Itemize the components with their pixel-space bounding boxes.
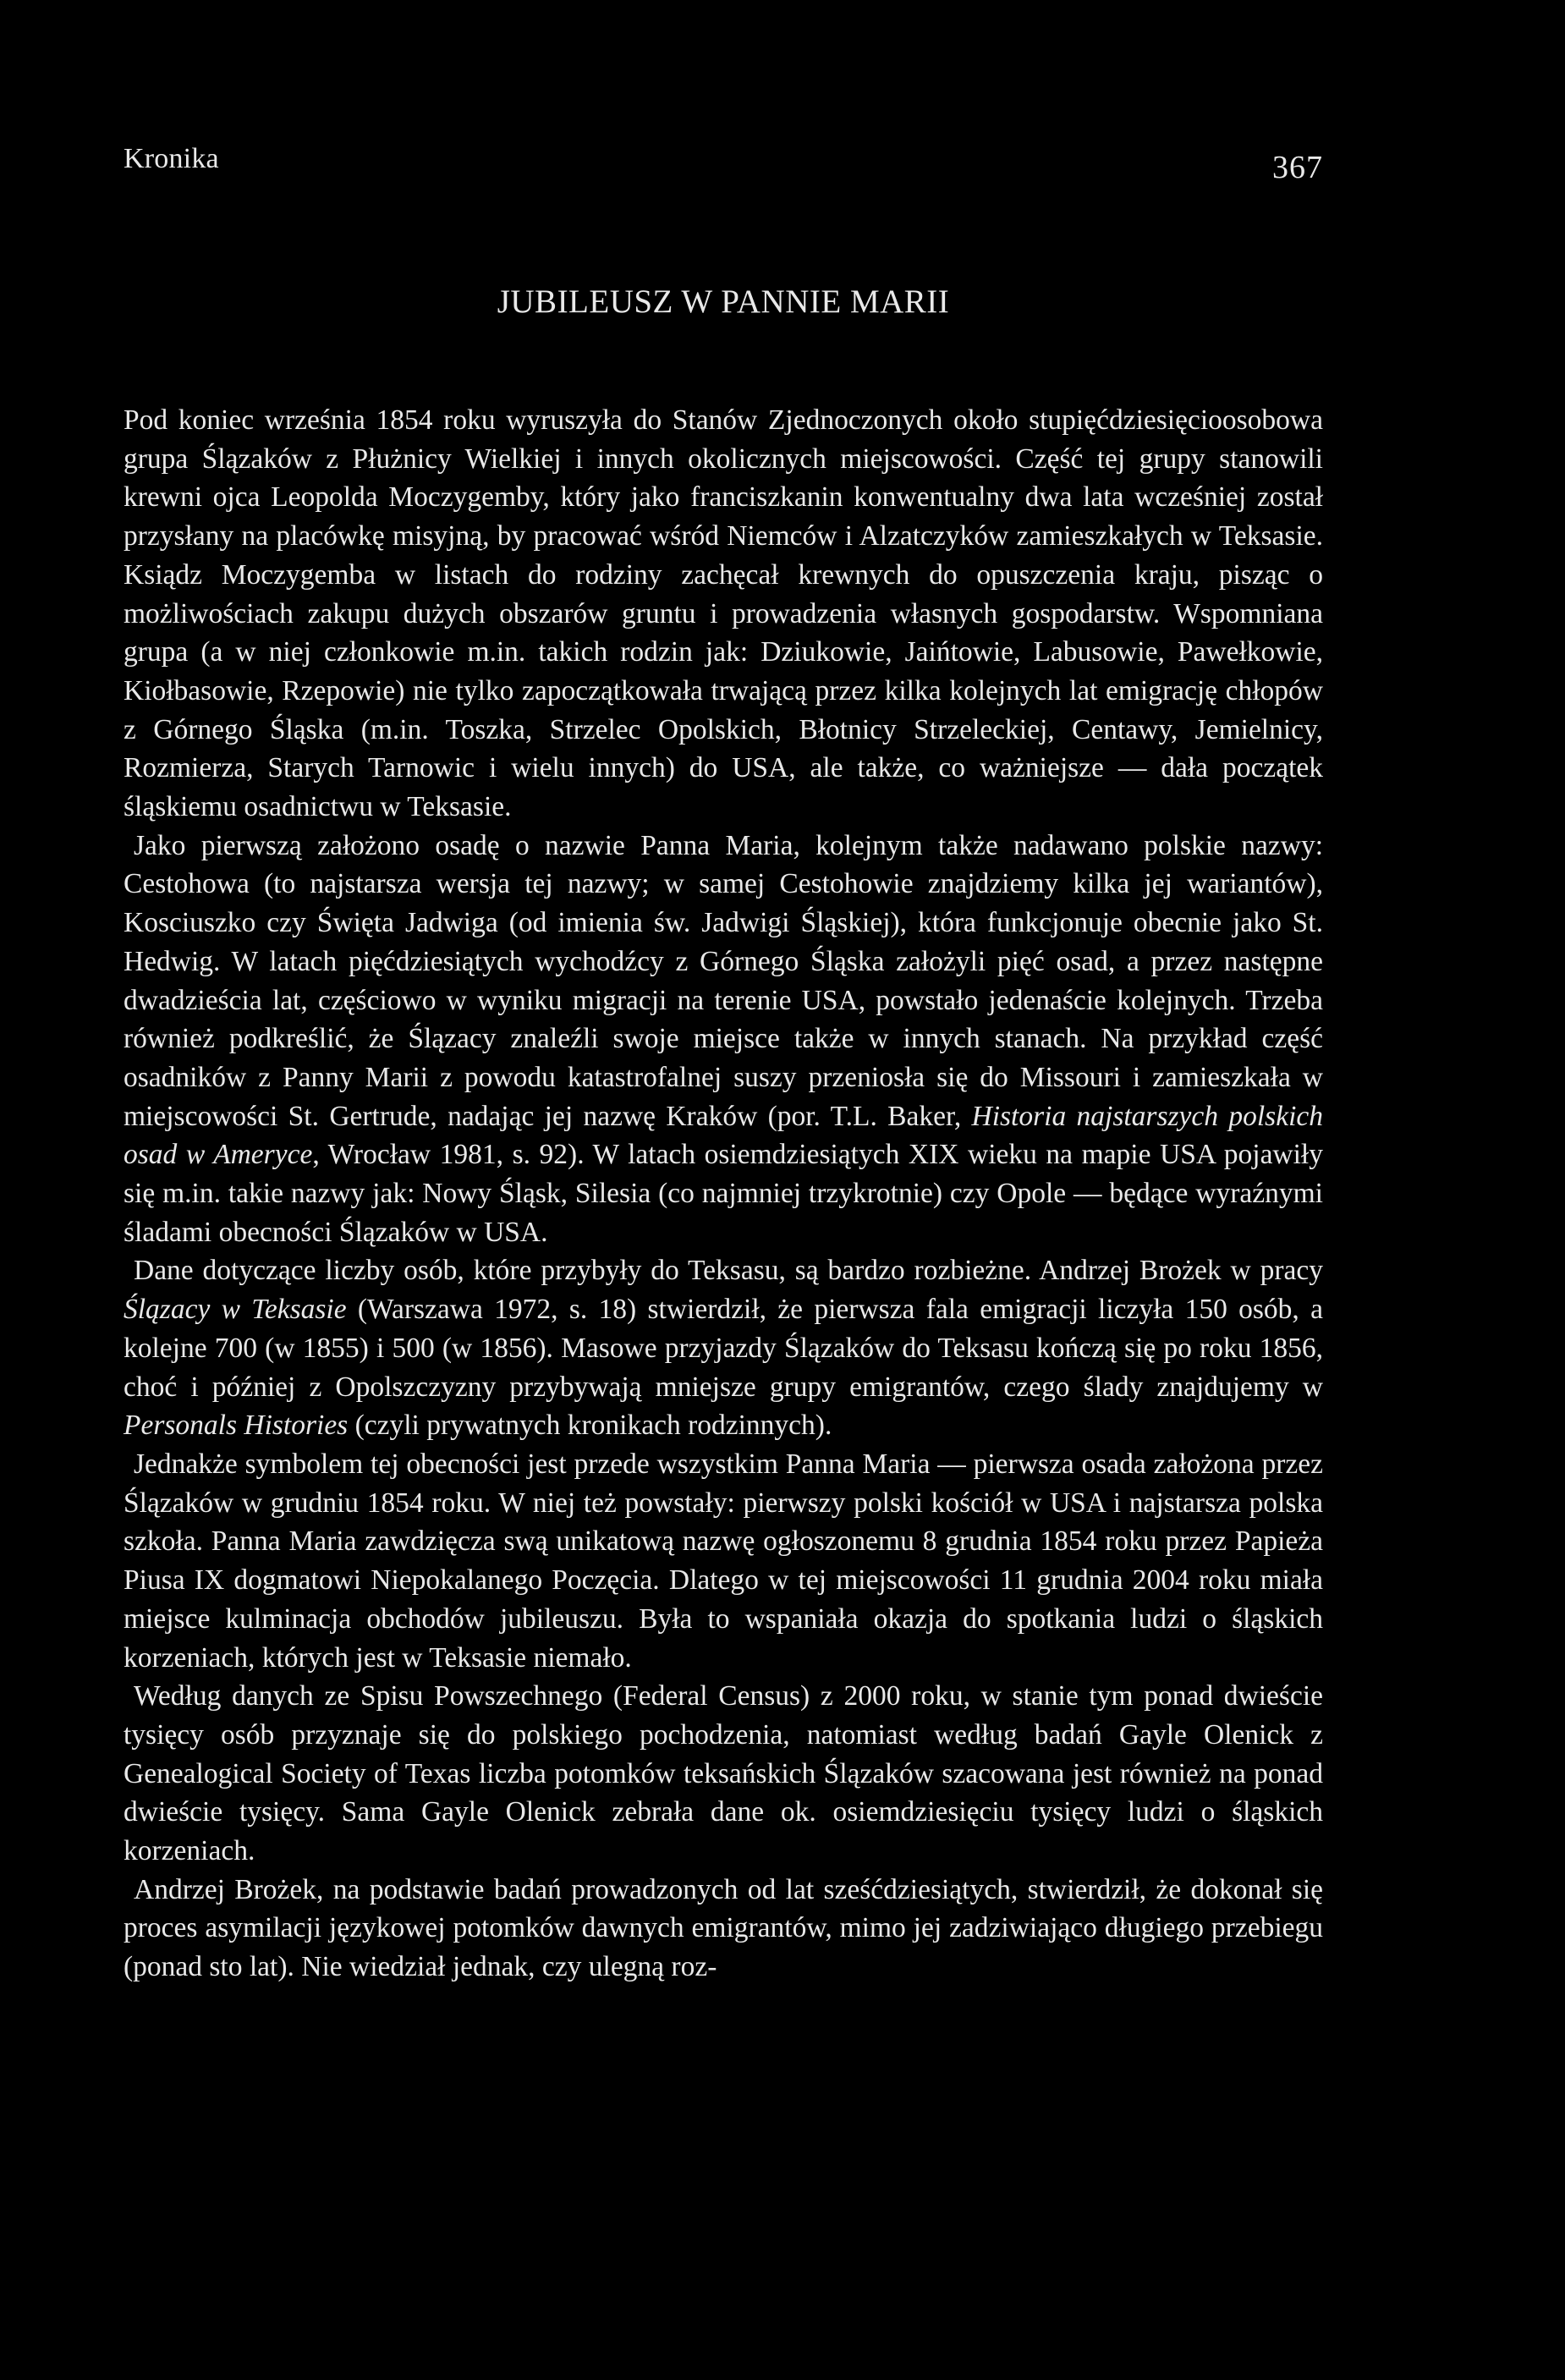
paragraph-3-text-c: (czyli prywatnych kronikach rodzinnych). bbox=[348, 1410, 832, 1442]
page-number: 367 bbox=[1272, 150, 1323, 185]
running-title: Kronika bbox=[124, 143, 219, 174]
paragraph-3 bbox=[124, 1251, 1323, 1445]
paragraph-1: Pod koniec września 1854 roku wyruszyła do Stanów Zjednoczonych około stupięćdziesięcioosobowa grupa Ślązaków z Płużnicy Wielkiej i innych okolicznych miejscowości. Część tej grupy stanowili krewni ojca Leopolda Moczygemby, który jako franciszkanin konwentualny dwa lata wcześniej został przysłany na placówkę misyjną, by pracować wśród Niemców i Alzatczyków zamieszkałych w Teksasie. Ksiądz Moczygemba w listach do rodziny zachęcał krewnych do opuszczenia kraju, pisząc o możliwościach zakupu dużych obszarów gruntu i prowadzenia własnych gospodarstw. Wspomniana grupa (a w niej członkowie m.in. takich rodzin jak: Dziukowie, Jaińtowie, Labusowie, Pawełkowie, Kiołbasowie, Rzepowie) nie tylko zapoczątkowała trwającą przez kilka kolejnych lat emigrację chłopów z Górnego Śląska (m.in. Toszka, Strzelec Opolskich, Błotnicy Strzeleckiej, Centawy, Jemielnicy, Rozmierza, Starych Tarnowic i wielu innych) do USA, ale także, co ważniejsze — dała początek śląskiemu osadnictwu w Teksasie. bbox=[124, 404, 1323, 823]
running-head bbox=[124, 142, 1323, 193]
cited-book-title: Historia najstarszych polskich osad w Ameryce bbox=[124, 1100, 1323, 1171]
paragraph-2-text-b: , Wrocław 1981, s. 92). W latach osiemdziesiątych XIX wieku na mapie USA pojawiły się m.in. takie nazwy jak: Nowy Śląsk, Silesia (co najmniej trzykrotnie) czy Opole — będące wyraźnymi śladami obecności Ślązaków w USA. bbox=[124, 1139, 1323, 1248]
paragraph-5: Według danych ze Spisu Powszechnego (Federal Census) z 2000 roku, w stanie tym ponad dwieście tysięcy osób przyznaje się do polskiego pochodzenia, natomiast według badań Gayle Olenick z Genealogical Society of Texas liczba potomków teksańskich Ślązaków szacowana jest również na ponad dwieście tysięcy. Sama Gayle Olenick zebrała dane ok. osiemdziesięciu tysięcy ludzi o śląskich korzeniach. bbox=[124, 1680, 1323, 1867]
paragraph-4: Jednakże symbolem tej obecności jest przede wszystkim Panna Maria — pierwsza osada założona przez Ślązaków w grudniu 1854 roku. W niej też powstały: pierwszy polski kościół w USA i najstarsza polska szkoła. Panna Maria zawdzięcza swą unikatową nazwę ogłoszonemu 8 grudnia 1854 roku przez Papieża Piusa IX dogmatowi Niepokalanego Poczęcia. Dlatego w tej miejscowości 11 grudnia 2004 roku miała miejsce kulminacja obchodów jubileuszu. Była to wspaniała okazja do spotkania ludzi o śląskich korzeniach, których jest w Teksasie niemało. bbox=[124, 1448, 1323, 1674]
paragraph-2 bbox=[124, 827, 1323, 1252]
paragraph-3-text-a: Dane dotyczące liczby osób, które przybyły do Teksasu, są bardzo rozbieżne. Andrzej Brożek w pracy bbox=[134, 1255, 1323, 1287]
article-title: JUBILEUSZ W PANNIE MARII bbox=[497, 283, 950, 320]
cited-source-name: Personals Histories bbox=[124, 1410, 349, 1442]
cited-work-title: Ślązacy w Teksasie bbox=[124, 1294, 347, 1326]
paragraph-2-text-a: Jako pierwszą założono osadę o nazwie Panna Maria, kolejnym także nadawano polskie nazwy: Cestohowa (to najstarsza wersja tej nazwy; w samej Cestohowie znajdziemy kilka jej wariantów), Kosciuszko czy Święta Jadwiga (od imienia św. Jadwigi Śląskiej), która funkcjonuje obecnie jako St. Hedwig. W latach pięćdziesiątych wychodźcy z Górnego Śląska założyli pięć osad, a przez następne dwadzieścia lat, częściowo w wyniku migracji na terenie USA, powstało jedenaście kolejnych. Trzeba również podkreślić, że Ślązacy znaleźli swoje miejsce także w innych stanach. Na przykład część osadników z Panny Marii z powodu katastrofalnej suszy przeniosła się do Missouri i zamieszkała w miejscowości St. Gertrude, nadając jej nazwę Kraków (por. T.L. Baker, bbox=[124, 829, 1323, 1132]
paragraph-3-text-b: (Warszawa 1972, s. 18) stwierdził, że pierwsza fala emigracji liczyła 150 osób, a kolejne 700 (w 1855) i 500 (w 1856). Masowe przyjazdy Ślązaków do Teksasu kończą się po roku 1856, choć i później z Opolszczyzny przybywają mniejsze grupy emigrantów, czego ślady znajdujemy w bbox=[124, 1294, 1323, 1403]
article-body bbox=[124, 401, 1323, 1987]
paragraph-6: Andrzej Brożek, na podstawie badań prowadzonych od lat sześćdziesiątych, stwierdził, że dokonał się proces asymilacji językowej potomków dawnych emigrantów, mimo jej zadziwiająco długiego przebiegu (ponad sto lat). Nie wiedział jednak, czy ulegną roz- bbox=[124, 1873, 1323, 1983]
